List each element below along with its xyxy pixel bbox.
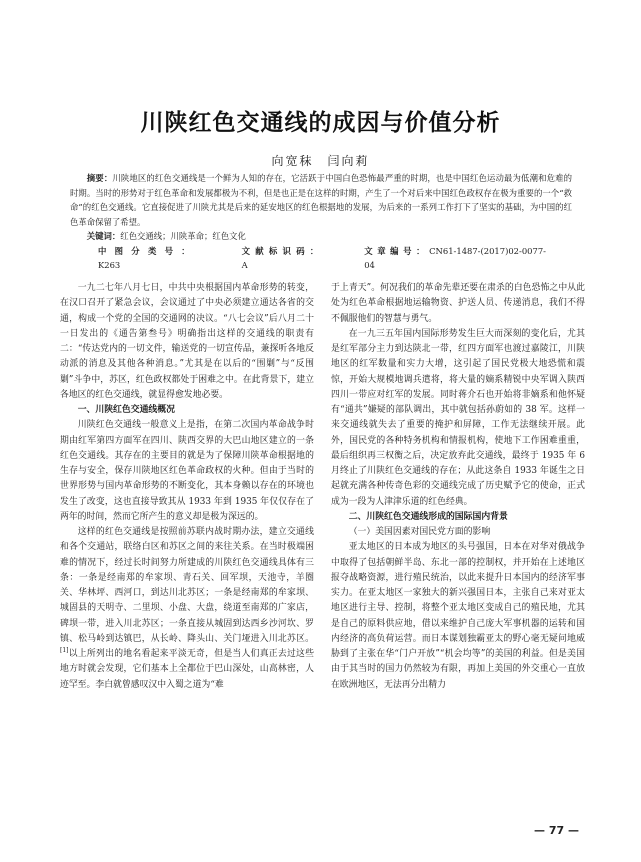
keywords-label: 关键词： <box>86 231 121 241</box>
section-heading: 一、川陕红色交通线概况 <box>77 405 175 415</box>
abstract-text: 川陕地区的红色交通线是一个鲜为人知的存在，它活跃于中国白色恐怖最严重的时期，也是中国红色运动最为低潮和危难的时期。当时的形势对于红色革命和发展都极为不利，但是也正是在这样的时期，产生了一个对后来中国红色政权存在极为重要的一个“救命”的红色交通线。它直接促进了川陕尤其是后来的延安地区的红色根据地的发展，为后来的一系列工作打下了坚实的基础，为中国的红色革命保留了希望。 <box>70 173 572 227</box>
page-number: — 77 — <box>534 824 579 837</box>
right-column <box>331 281 585 693</box>
body-paragraph: 亚太地区的日本成为地区的头号强国，日本在对华对俄战争中取得了包括朝鲜半岛、东北一部的控制权，并开始在上述地区报夺战略资源，进行殖民统治，以此来提升日本国内的经济军事实力。在亚太地区一家独大的新兴强国日本，主张自己来对亚太地区进行主导、控制，将整个亚太地区变成自己的殖民地，尤其是自己的原料供应地，借以来维护自己庞大军事机器的运转和国内经济的高负荷运营。而日本谋划独霸亚太的野心毫无疑问地威胁到了主张在华“门户开放”“机会均等”的美国的利益。但是美国由于其当时的国力仍然较为有限，再加上美国的外交重心一直放在欧洲地区，无法再分出精力 <box>331 542 585 690</box>
body-text: 这样的红色交通线是按照前苏联内战时期办法，建立交通线和各个交通站，联络白区和苏区之间的来往关系。在当时极端困难的情况下，经过长时间努力所建成的川陕红色交通线具体有三条：一条是经南郑的牟家坝、青石关、回军坝，天池寺，羊圈关、华林坪、西河口，到达川北苏区；一条是经南郑的牟家坝、城固县的天明寺、二里坝、小盘、大盘，绕道至南郑的广家店，碑坝一带，进入川北苏区；一条直接从城固到达西乡沙河坎、罗镇、松马岭到达镇巴，从长岭、降头山、关门垭进入川北苏区。 <box>60 527 314 644</box>
article-value: CN61-1487-(2017)02-0077-04 <box>364 245 546 270</box>
article-label: 文章编号： <box>364 245 430 256</box>
doc-label: 文献标识码： <box>241 245 319 256</box>
clc-value: K263 <box>98 260 121 270</box>
abstract-label: 摘要： <box>86 173 113 183</box>
classification-row <box>70 244 572 273</box>
subsection-heading: （一）美国因素对国民党方面的影响 <box>348 527 491 537</box>
body-paragraph <box>60 525 314 693</box>
body-paragraph: 于上青天”。何况我们的革命先辈还要在肃杀的白色恐怖之中从此处为红色革命根据地运输物资、护送人员、传递消息，我们不得不佩服他们的智慧与勇气。 <box>331 283 585 324</box>
body-text: 以上所列出的地名看起来平淡无奇，但是当人们真正去过这些地方时就会发现，它们基本上全都位于巴山深处，山高林密，人迹罕至。李白就曾感叹汉中入蜀之道为“难 <box>60 649 314 690</box>
keywords-line <box>70 229 572 244</box>
left-column <box>60 281 314 693</box>
paper-title: 川陕红色交通线的成因与价值分析 <box>140 110 501 136</box>
keywords-text: 红色交通线；川陕革命；红色文化 <box>120 231 246 241</box>
document-code <box>242 244 319 273</box>
body-paragraph: 在一九三五年国内国际形势发生巨大而深刻的变化后，尤其是红军部分主力到达陕北一带，红四方面军也渡过嘉陵江，川陕地区的红军数量和实力大增，这引起了国民党极大地恐慌和震惊，开始大规模地调兵遣将，将大量的嫡系精锐中央军调入陕西四川一带应对红军的发展。同时蒋介石也开始将非嫡系和他怀疑有“通共”嫌疑的部队调出，其中就包括孙蔚如的 38 军。这样一来交通线就失去了重要的掩护和屏障，工作无法继续开展。此外，国民党的各种特务机构和情报机构，使地下工作困难重重，最后组织再三权衡之后，决定放弃此交通线，最终于 1935 年 6 月终止了川陕红色交通线的存在；从此这条自 1933 年诞生之日起就充满各种传奇色彩的交通线完成了历史赋予它的使命，正式成为一段为人津津乐道的红色经典。 <box>331 328 585 507</box>
abstract-paragraph <box>70 171 572 229</box>
abstract-block <box>70 171 572 273</box>
citation-marker: [1] <box>60 647 69 655</box>
clc-label: 中图分类号： <box>98 245 190 256</box>
section-heading: 二、川陕红色交通线形成的国际国内背景 <box>348 511 508 522</box>
body-paragraph: 一九二七年八月七日，中共中央根据国内革命形势的转变，在汉口召开了紧急会议，会议通过了中央必须建立通达各省的交通，构成一个党的全国的交通网的决议。“八七会议”后八月二十一日发出的《通告第叁号》明确指出这样的交通线的职责有二：“传达党内的一切文件，输送党的一切宣传品，兼探听各地反动派的消息及其他各种消息。”尤其是在以后的“围剿”与“反围剿”斗争中，苏区，红色政权都处于困难之中。在此背景下，建立各地区的红色交通线，就显得愈发地必要。 <box>60 283 314 400</box>
article-number <box>364 244 546 273</box>
body-paragraph: 川陕红色交通线一般意义上是指，在第二次国内革命战争时期由红军第四方面军在四川、陕西交界的大巴山地区建立的一条红色交通线。其存在的主要目的就是为了保障川陕革命根据地的生存与安全，保存川陕地区红色革命政权的火种。但由于当时的世界形势与国内革命形势的不断变化，其本身赖以存在的环境也发生了改变，这也直接导致其从 1933 年到 1935 年仅仅存在了两年的时间，然而它所产生的意义却是极为深远的。 <box>60 420 314 522</box>
author-names: 向宽秣 闫向莉 <box>271 154 370 168</box>
doc-value: A <box>241 260 248 270</box>
clc-number <box>98 244 190 273</box>
